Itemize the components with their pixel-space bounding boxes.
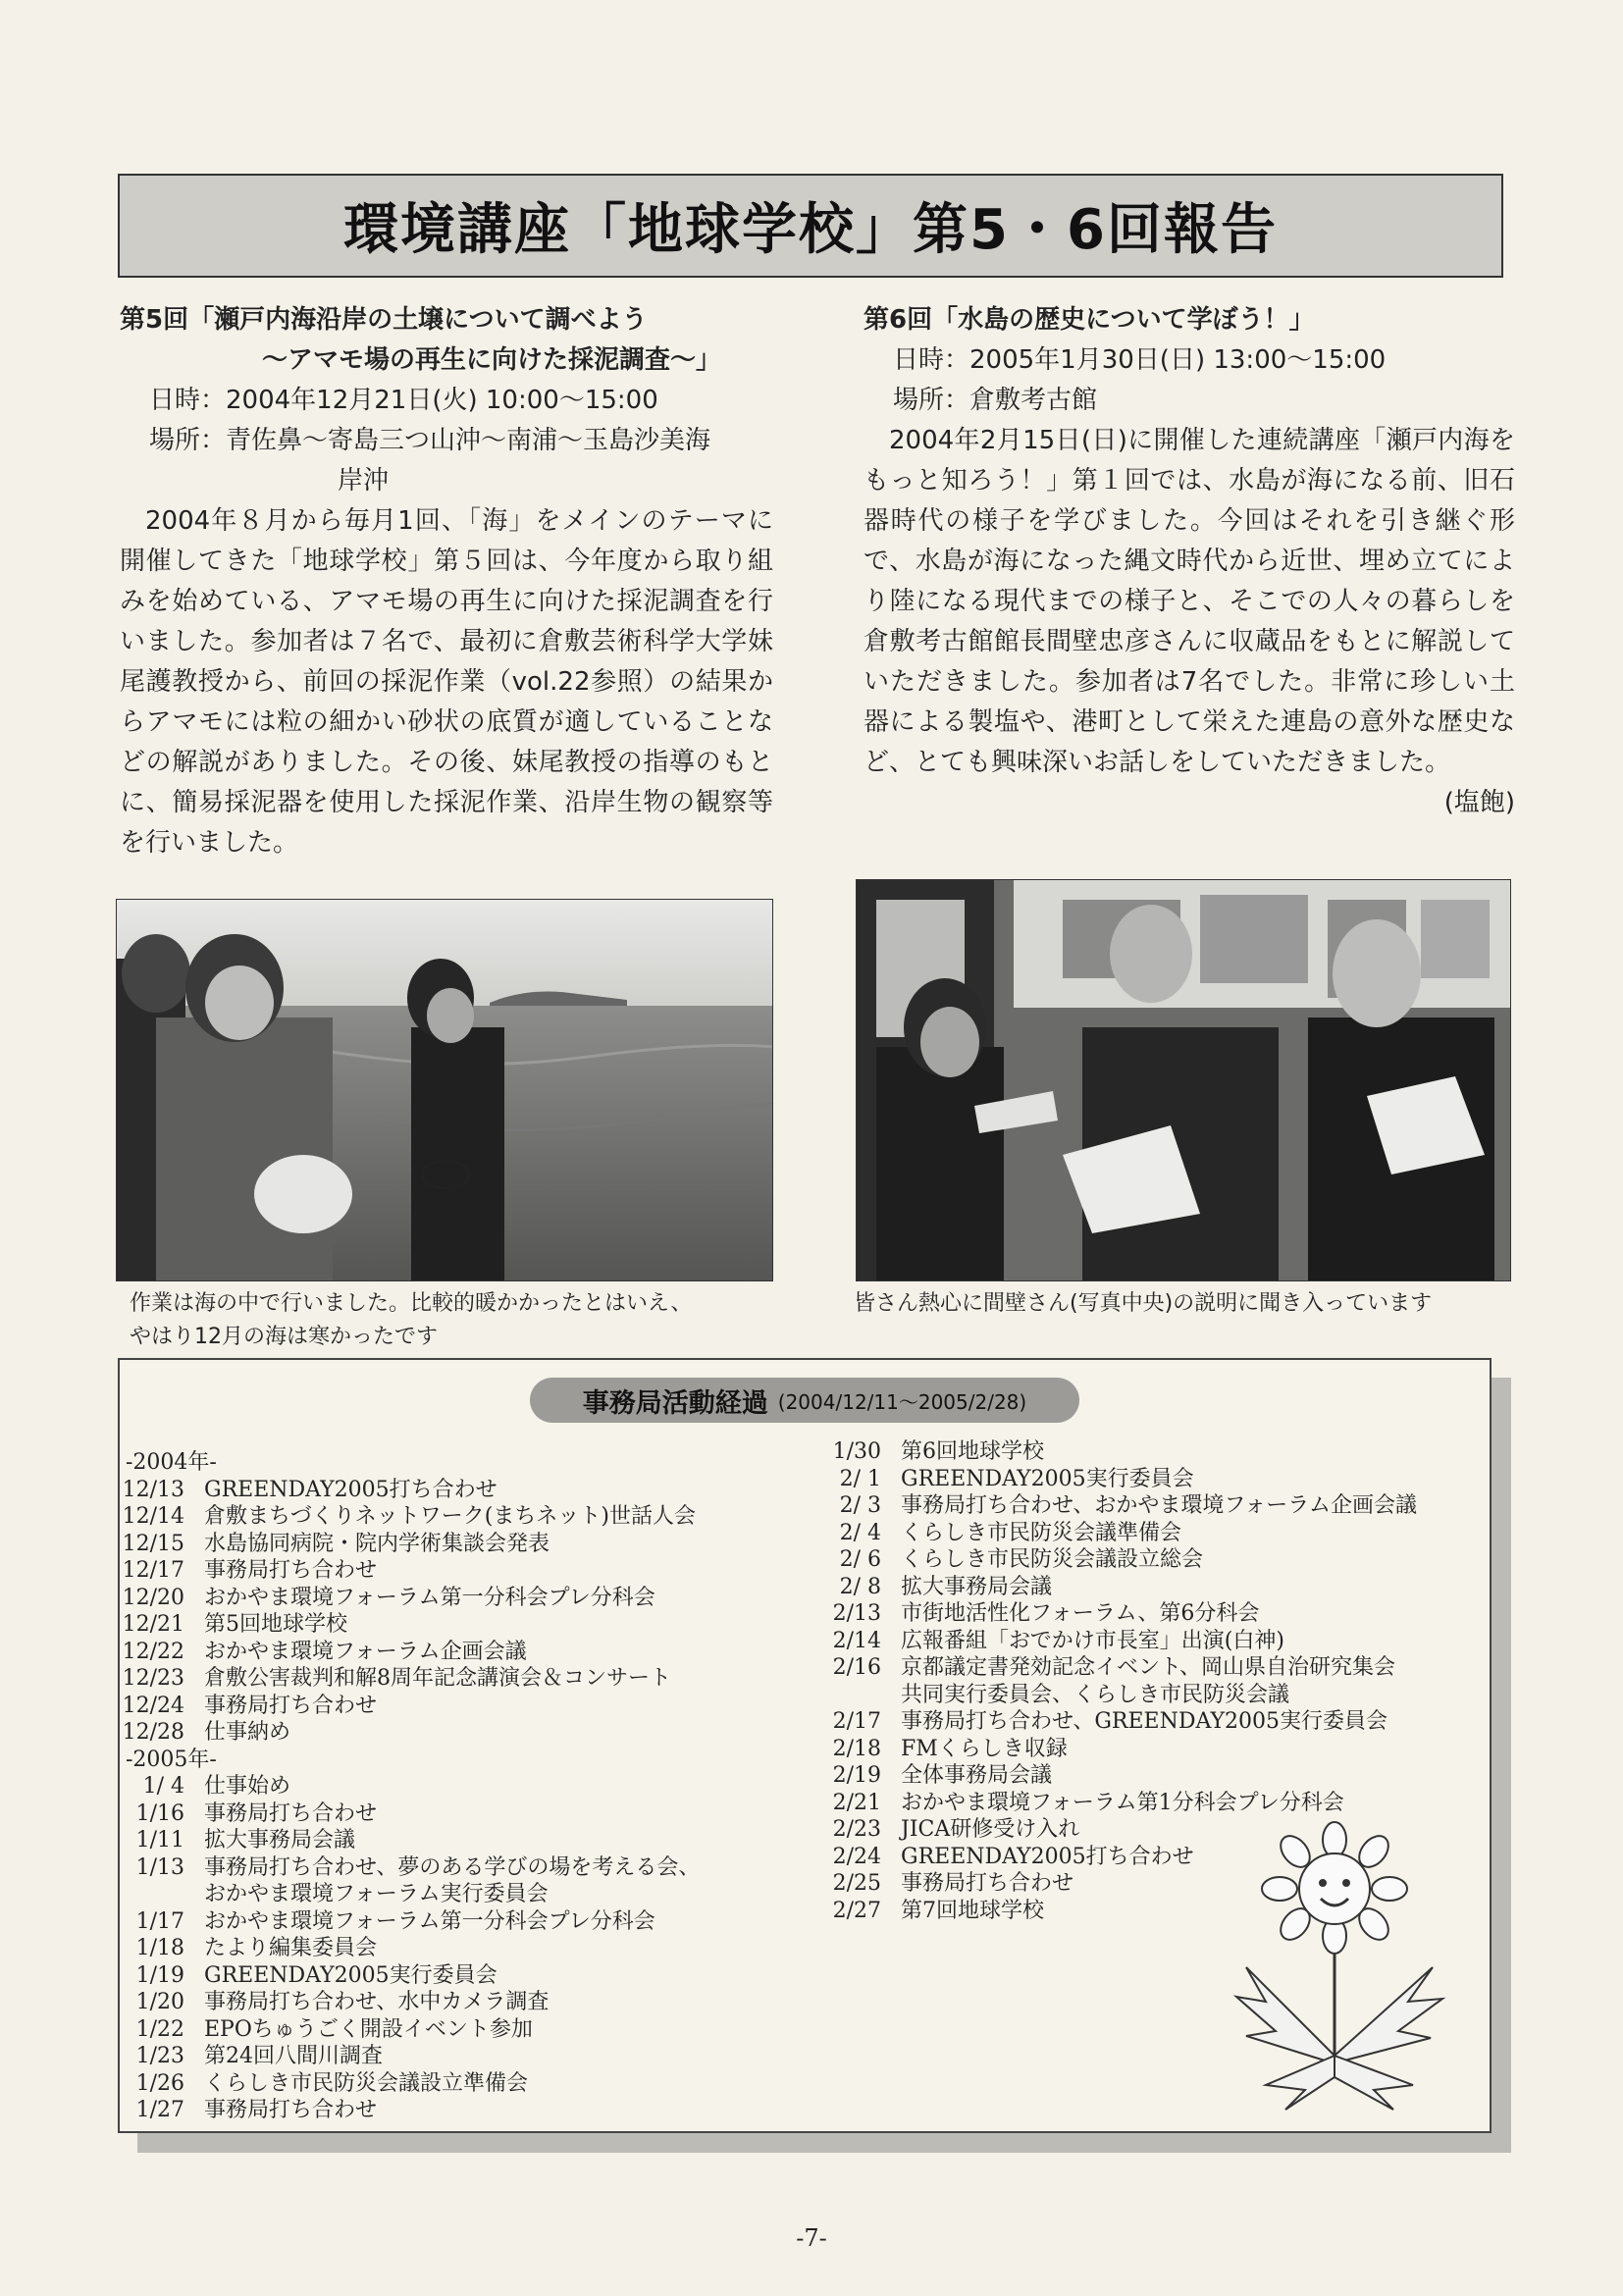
right-body: 2004年2月15日(日)に開催した連続講座「瀬戸内海をもっと知ろう！」第１回では、水島が海になる前、旧石器時代の様子を学びました。今回はそれを引き継ぐ形で、水島が海になった縄文時代から近世、埋め立てにより陸になる現代までの様子と、そこでの人々の暮らしを倉敷考古館館長間壁忠彦さんに収蔵品をもとに解説していただきました。参加者は7名でした。非常に珍しい土器による製塩や、港町として栄えた連島の意外な歴史など、とても興味深いお話しをしていただきました。 <box>864 426 1515 777</box>
log-year: -2005年- <box>126 1747 217 1772</box>
left-body: 2004年８月から毎月1回、「海」をメインのテーマに開催してきた「地球学校」第５回は、今年度から取り組みを始めている、アマモ場の再生に向けた採泥調査を行いました。参加者は７名で、最初に倉敷芸術科学大学妹尾護教授から、前回の採泥作業（vol.22参照）の結果からアマモには粒の細かい砂状の底質が適していることなどの解説がありました。その後、妹尾教授の指導のもとに、簡易採泥器を使用した採泥作業、沿岸生物の観察等を行いました。 <box>120 506 773 858</box>
log-entry: 2/17 事務局打ち合わせ、GREENDAY2005実行委員会 <box>832 1709 1387 1734</box>
log-entry: 1/17 おかやま環境フォーラム第一分科会プレ分科会 <box>135 1908 655 1934</box>
left-caption-line-2: やはり12月の海は寒かったです <box>130 1325 438 1349</box>
log-entry: 12/17 事務局打ち合わせ <box>122 1558 378 1583</box>
log-entry: 1/23 第24回八間川調査 <box>135 2044 383 2068</box>
log-period: (2004/12/11～2005/2/28) <box>777 1389 1027 1414</box>
photo-sea-survey <box>116 899 773 1281</box>
left-caption-line-1: 作業は海の中で行いました。比較的暖かかったとはいえ、 <box>130 1291 693 1316</box>
log-year: -2004年- <box>126 1450 217 1475</box>
log-entry: 1/26 くらしき市民防災会議設立準備会 <box>135 2070 529 2096</box>
log-entry: 1/27 事務局打ち合わせ <box>135 2098 378 2122</box>
log-entry: 2/21 おかやま環境フォーラム第1分科会プレ分科会 <box>832 1790 1344 1815</box>
right-article <box>864 300 1515 823</box>
log-entry-cont: おかやま環境フォーラム実行委員会 <box>204 1882 549 1906</box>
left-caption <box>130 1287 777 1354</box>
log-entry: 2/ 8 拡大事務局会議 <box>839 1574 1053 1599</box>
sea-survey-image <box>117 900 773 1281</box>
photo-museum-lecture <box>856 879 1511 1281</box>
left-date: 日時：2004年12月21日(火) 10:00～15:00 <box>149 386 658 415</box>
left-heading-1: 第5回「瀬戸内海沿岸の土壌について調べよう <box>120 305 648 335</box>
log-entry: 2/25 事務局打ち合わせ <box>832 1871 1074 1896</box>
right-signature: (塩飽) <box>1443 788 1515 817</box>
page-number: -7- <box>796 2224 827 2252</box>
log-entry: 12/13 GREENDAY2005打ち合わせ <box>122 1477 497 1502</box>
log-entry: 2/ 1 GREENDAY2005実行委員会 <box>839 1466 1194 1491</box>
left-place: 場所：青佐鼻～寄島三つ山沖～南浦～玉島沙美海 <box>149 426 711 455</box>
log-entry: 1/19 GREENDAY2005実行委員会 <box>135 1962 497 1988</box>
right-place: 場所：倉敷考古館 <box>893 386 1098 415</box>
log-entry: 12/23 倉敷公害裁判和解8周年記念講演会＆コンサート <box>122 1666 671 1691</box>
log-entry: 2/14 広報番組「おでかけ市長室」出演(白神) <box>832 1628 1284 1653</box>
log-entry: 2/ 6 くらしき市民防災会議設立総会 <box>839 1547 1204 1572</box>
log-entry: 1/13 事務局打ち合わせ、夢のある学びの場を考える会、 <box>135 1854 701 1880</box>
log-entry: 12/28 仕事納め <box>122 1720 291 1745</box>
log-entry: 2/27 第7回地球学校 <box>832 1898 1044 1923</box>
dandelion-illustration <box>1207 1820 1472 2114</box>
title-banner <box>118 174 1503 278</box>
log-entry: 12/24 事務局打ち合わせ <box>122 1693 378 1718</box>
left-place-cont: 岸沖 <box>338 466 390 496</box>
right-date: 日時：2005年1月30日(日) 13:00～15:00 <box>893 345 1387 375</box>
log-title: 事務局活動経過 <box>582 1387 768 1419</box>
log-title-badge <box>530 1378 1079 1423</box>
log-entry: 1/16 事務局打ち合わせ <box>135 1800 378 1826</box>
log-entry: 2/19 全体事務局会議 <box>832 1763 1053 1788</box>
log-entry: 1/18 たより編集委員会 <box>135 1936 378 1960</box>
log-entry-cont: 共同実行委員会、くらしき市民防災会議 <box>901 1682 1290 1707</box>
log-entry: 12/21 第5回地球学校 <box>122 1612 347 1637</box>
log-entry: 12/15 水島協同病院・院内学術集談会発表 <box>122 1531 550 1556</box>
log-entry: 1/22 EPOちゅうごく開設イベント参加 <box>135 2016 533 2042</box>
log-entry: 2/23 JICA研修受け入れ <box>832 1817 1080 1842</box>
log-entry: 2/ 3 事務局打ち合わせ、おかやま環境フォーラム企画会議 <box>839 1493 1418 1518</box>
right-heading: 第6回「水島の歴史について学ぼう！」 <box>864 305 1315 335</box>
log-entry: 12/14 倉敷まちづくりネットワーク(まちネット)世話人会 <box>122 1504 696 1529</box>
log-entry: 2/18 FMくらしき収録 <box>832 1736 1068 1761</box>
log-entry: 1/11 拡大事務局会議 <box>135 1828 356 1852</box>
dandelion-icon <box>1207 1820 1472 2114</box>
right-caption: 皆さん熱心に間壁さん(写真中央)の説明に聞き入っています <box>854 1291 1433 1316</box>
page-title: 環境講座「地球学校」第5・6回報告 <box>343 198 1278 262</box>
log-entry: 12/20 おかやま環境フォーラム第一分科会プレ分科会 <box>122 1585 655 1610</box>
log-entry: 12/22 おかやま環境フォーラム企画会議 <box>122 1639 527 1664</box>
log-entry: 2/ 4 くらしき市民防災会議準備会 <box>839 1520 1182 1545</box>
left-article <box>120 300 773 863</box>
log-entry: 1/ 4 仕事始め <box>142 1774 291 1799</box>
left-heading-2: ～アマモ場の再生に向けた採泥調査～」 <box>262 345 722 375</box>
log-entry: 1/20 事務局打ち合わせ、水中カメラ調査 <box>135 1990 550 2014</box>
log-entry: 1/30 第6回地球学校 <box>832 1439 1044 1464</box>
log-entry: 2/13 市街地活性化フォーラム、第6分科会 <box>832 1601 1260 1626</box>
log-entry: 2/24 GREENDAY2005打ち合わせ <box>832 1844 1194 1869</box>
log-entry: 2/16 京都議定書発効記念イベント、岡山県自治研究集会 <box>832 1655 1396 1680</box>
museum-lecture-image <box>857 880 1511 1281</box>
log-column-left <box>98 1449 805 2124</box>
